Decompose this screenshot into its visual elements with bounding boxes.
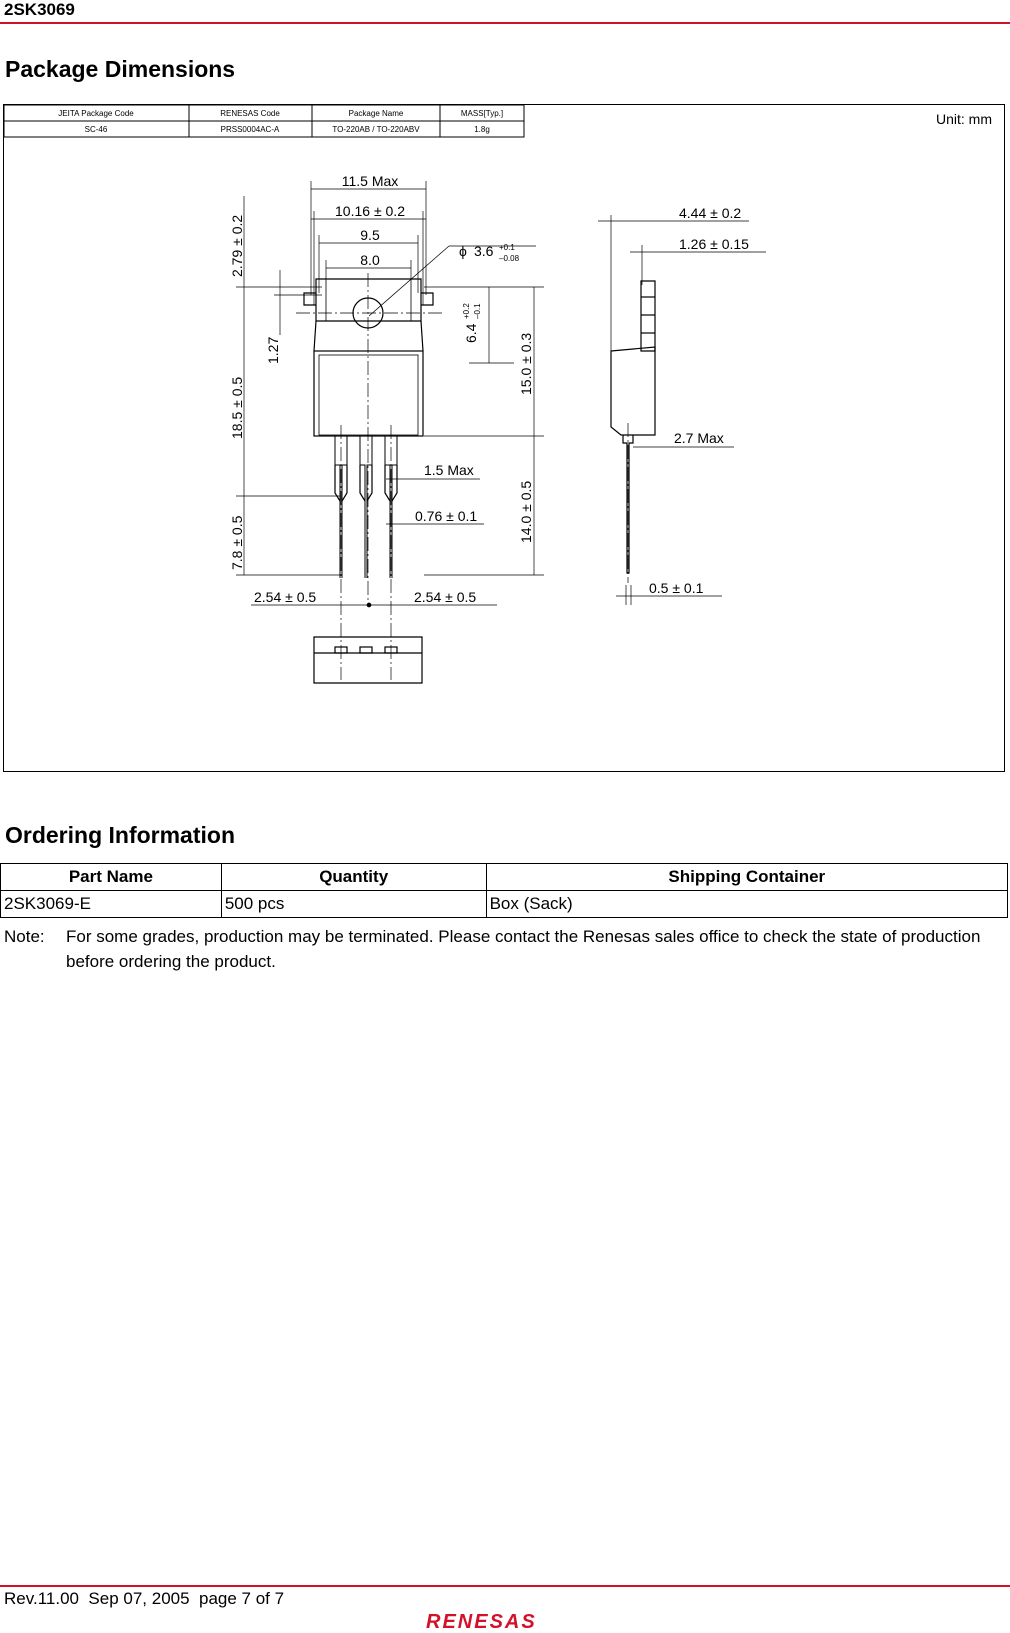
dim-6-4: 6.4 — [463, 323, 479, 343]
dim-hole-plus: +0.1 — [499, 243, 515, 252]
side-view — [611, 281, 655, 583]
front-view — [296, 273, 444, 683]
column-header-quantity: Quantity — [221, 864, 486, 891]
cell-quantity: 500 pcs — [221, 891, 486, 918]
package-drawing — [4, 105, 1004, 771]
dim-4-44: 4.44 ± 0.2 — [679, 205, 742, 221]
package-info-table — [4, 105, 524, 137]
cell-shipping-container: Box (Sack) — [486, 891, 1007, 918]
renesas-logo — [426, 1610, 586, 1632]
dim-overall-width: 11.5 Max — [341, 173, 399, 189]
header-rule — [0, 22, 1010, 24]
dim-2-7: 2.7 Max — [674, 430, 724, 446]
info-header-renesas: RENESAS Code — [220, 109, 280, 118]
revision-info: Rev.11.00 Sep 07, 2005 page 7 of 7 — [4, 1589, 285, 1608]
package-dimensions-title: Package Dimensions — [5, 56, 236, 82]
note-label: Note: — [4, 927, 45, 946]
package-drawing-frame — [3, 104, 1005, 772]
dim-6-4-plus: +0.2 — [462, 303, 471, 319]
note-text: For some grades, production may be terminated. Please contact the Renesas sales office to check the state of production before ordering the product. — [66, 927, 981, 971]
ordering-table-header-row — [1, 864, 1008, 891]
info-value-jeita: SC-46 — [84, 125, 108, 134]
info-value-renesas: PRSS0004AC-A — [220, 125, 280, 134]
dim-pitch-right: 2.54 ± 0.5 — [414, 589, 477, 605]
dim-0-5: 0.5 ± 0.1 — [649, 580, 704, 596]
info-header-package-name: Package Name — [348, 109, 404, 118]
dim-8-0: 8.0 — [360, 252, 380, 268]
dim-14-0: 14.0 ± 0.5 — [518, 480, 534, 543]
dim-hole-diameter: 3.6 — [474, 243, 494, 259]
dim-1-26: 1.26 ± 0.15 — [679, 236, 749, 252]
unit-label: Unit: mm — [936, 111, 992, 127]
ordering-table — [0, 863, 1008, 918]
dim-hole-minus: –0.08 — [499, 254, 520, 263]
column-header-part-name: Part Name — [1, 864, 222, 891]
info-value-package-name: TO-220AB / TO-220ABV — [332, 125, 420, 134]
ordering-information-title: Ordering Information — [5, 822, 235, 848]
table-row — [1, 891, 1008, 918]
document-part-number: 2SK3069 — [4, 0, 75, 19]
dim-18-5: 18.5 ± 0.5 — [229, 376, 245, 439]
dim-2-79: 2.79 ± 0.2 — [229, 214, 245, 277]
dim-pitch-left: 2.54 ± 0.5 — [254, 589, 317, 605]
dim-6-4-minus: –0.1 — [473, 303, 482, 319]
dim-7-8: 7.8 ± 0.5 — [229, 515, 245, 570]
footer-rule — [0, 1585, 1010, 1587]
dim-15-0: 15.0 ± 0.3 — [518, 332, 534, 395]
renesas-logo-text: RENESAS — [426, 1611, 537, 1632]
info-value-mass: 1.8g — [474, 125, 490, 134]
dim-9-5: 9.5 — [360, 227, 380, 243]
cell-part-name: 2SK3069-E — [1, 891, 222, 918]
info-header-jeita: JEITA Package Code — [58, 109, 134, 118]
dim-1-27: 1.27 — [265, 336, 281, 364]
dim-hole-phi: ϕ — [459, 243, 467, 259]
column-header-shipping-container: Shipping Container — [486, 864, 1007, 891]
dim-lead-width-max: 1.5 Max — [424, 462, 474, 478]
dim-body-width: 10.16 ± 0.2 — [335, 203, 405, 219]
info-header-mass: MASS[Typ.] — [460, 109, 504, 118]
dim-lead-thickness: 0.76 ± 0.1 — [415, 508, 478, 524]
dimension-labels — [229, 173, 749, 605]
side-dimension-lines — [598, 215, 766, 605]
